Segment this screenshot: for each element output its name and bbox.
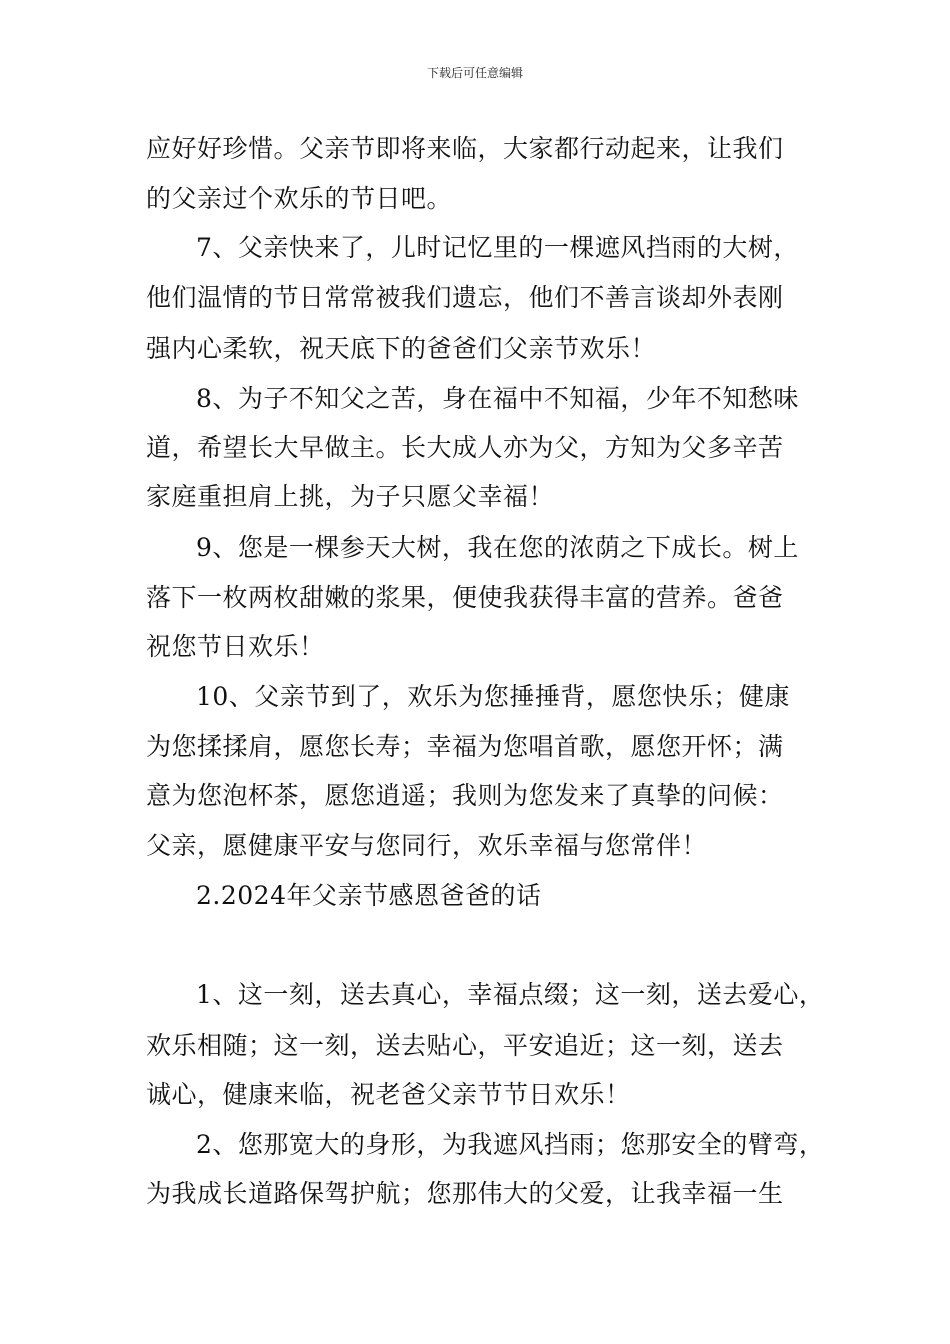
text-line: 诚心，健康来临，祝老爸父亲节节日欢乐！ (146, 1080, 631, 1109)
page-header: 下载后可任意编辑 (426, 66, 523, 80)
text-line: 7、父亲快来了，儿时记忆里的一棵遮风挡雨的大树， (196, 233, 799, 262)
text-line: 1、这一刻，送去真心，幸福点缀；这一刻，送去爱心， (196, 980, 825, 1009)
text-line: 欢乐相随；这一刻，送去贴心，平安追近；这一刻，送去 (146, 1031, 784, 1060)
text-line: 道，希望长大早做主。长大成人亦为父，方知为父多辛苦 (146, 433, 784, 462)
text-line: 2、您那宽大的身形，为我遮风挡雨；您那安全的臂弯， (196, 1130, 825, 1159)
text-line: 祝您节日欢乐！ (146, 632, 325, 661)
text-line: 8、为子不知父之苦，身在福中不知福，少年不知愁味 (196, 384, 799, 413)
text-line: 为您揉揉肩，愿您长寿；幸福为您唱首歌，愿您开怀；满 (146, 732, 784, 761)
text-line: 应好好珍惜。父亲节即将来临，大家都行动起来，让我们 (146, 134, 784, 163)
section-heading: 2.2024年父亲节感恩爸爸的话 (196, 881, 542, 910)
text-line: 意为您泡杯茶，愿您逍遥；我则为您发来了真挚的问候： (146, 781, 784, 810)
text-line: 10、父亲节到了，欢乐为您捶捶背，愿您快乐；健康 (196, 682, 790, 711)
text-line: 为我成长道路保驾护航；您那伟大的父爱，让我幸福一生 (146, 1179, 784, 1208)
text-line: 的父亲过个欢乐的节日吧。 (146, 184, 453, 213)
text-line: 落下一枚两枚甜嫩的浆果，便使我获得丰富的营养。爸爸 (146, 583, 784, 612)
text-line: 他们温情的节日常常被我们遗忘，他们不善言谈却外表刚 (146, 283, 784, 312)
text-line: 9、您是一棵参天大树，我在您的浓荫之下成长。树上 (196, 533, 799, 562)
text-line: 强内心柔软，祝天底下的爸爸们父亲节欢乐！ (146, 334, 657, 363)
text-line: 父亲，愿健康平安与您同行，欢乐幸福与您常伴！ (146, 831, 708, 860)
text-line: 家庭重担肩上挑，为子只愿父幸福！ (146, 482, 555, 511)
